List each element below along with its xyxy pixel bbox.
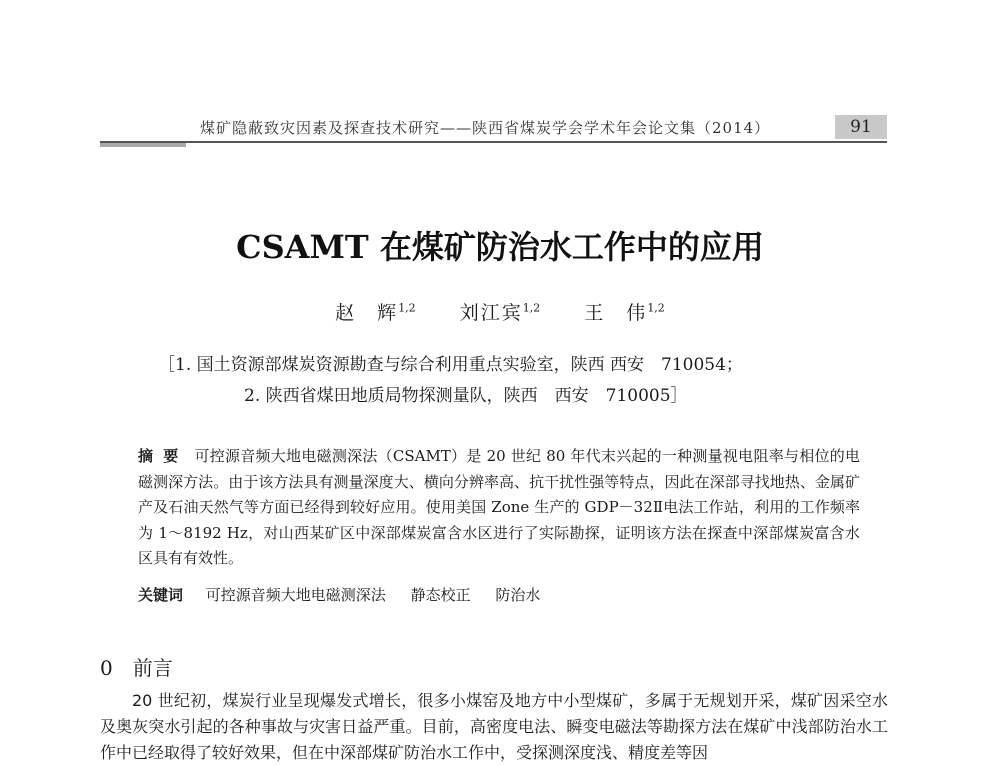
keyword: 防治水 — [495, 586, 541, 604]
affiliation-line-2: 2. 陕西省煤田地质局物探测量队，陕西 西安 710005］ — [244, 386, 688, 406]
author-list — [0, 298, 1000, 325]
abstract-label: 摘要 — [138, 447, 189, 465]
keywords-label: 关键词 — [138, 586, 184, 604]
abstract — [138, 444, 860, 572]
keywords — [138, 584, 860, 605]
header-rule — [100, 141, 887, 143]
author-affiliation-mark: 1,2 — [647, 301, 665, 315]
author — [335, 302, 416, 324]
author — [584, 302, 665, 324]
author-name: 赵 辉 — [335, 302, 399, 324]
page-number: 91 — [835, 115, 887, 139]
affiliation-line-1: ［1. 国土资源部煤炭资源勘查与综合利用重点实验室，陕西 西安 710054； — [158, 355, 743, 375]
header-rule-accent — [100, 143, 186, 147]
body-paragraph: 20 世纪初，煤炭行业呈现爆发式增长，很多小煤窑及地方中小型煤矿，多属于无规划开采，煤矿因采空水及奥灰突水引起的各种事故与灾害日益严重。目前，高密度电法、瞬变电磁法等勘探方法在煤矿中浅部防治水工作中已经取得了较好效果，但在中深部煤矿防治水工作中，受探测深度浅、精度差等因 — [100, 691, 888, 762]
author — [460, 302, 541, 324]
abstract-text: 可控源音频大地电磁测深法（CSAMT）是 20 世纪 80 年代末兴起的一种测量视电阻率与相位的电磁测深方法。由于该方法具有测量深度大、横向分辨率高、抗干扰性强等特点，因此在深部寻找地热、金属矿产及石油天然气等方面已经得到较好应用。使用美国 Zone 生产的 GDP－32Ⅱ电法工作站，利用的工作频率为 1～8192 Hz，对山西某矿区中深部煤炭富含水区进行了实际勘探，证明该方法在探查中深部煤炭富含水区具有有效性。 — [138, 447, 860, 568]
author-affiliation-mark: 1,2 — [522, 301, 541, 315]
author-affiliation-mark: 1,2 — [398, 301, 416, 315]
keyword: 静态校正 — [410, 586, 471, 604]
section-title: 前言 — [132, 656, 173, 680]
paper-title: CSAMT 在煤矿防治水工作中的应用 — [236, 228, 764, 266]
author-name: 王 伟 — [584, 302, 648, 324]
running-head — [100, 115, 887, 141]
section-heading — [100, 652, 173, 681]
keyword: 可控源音频大地电磁测深法 — [205, 586, 386, 604]
body-text — [100, 688, 888, 766]
running-head-text: 煤矿隐蔽致灾因素及探查技术研究——陕西省煤炭学会学术年会论文集（2014） — [200, 119, 771, 137]
author-name: 刘江宾 — [459, 302, 523, 324]
section-number: 0 — [100, 656, 113, 680]
